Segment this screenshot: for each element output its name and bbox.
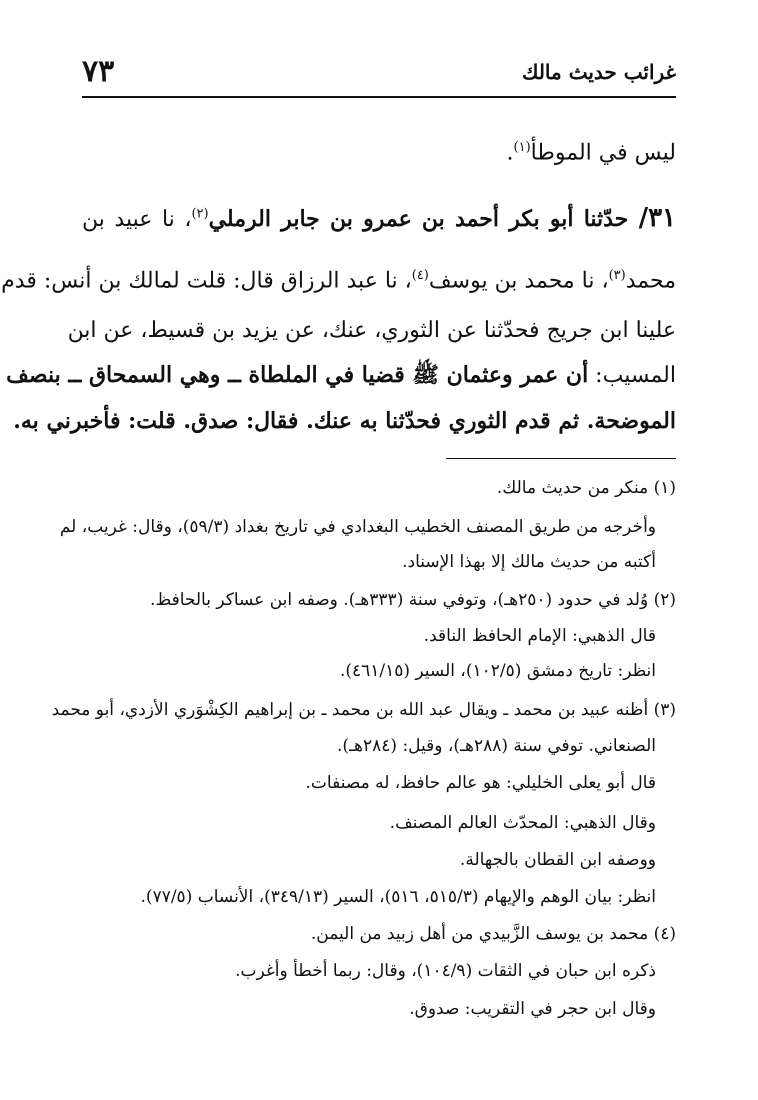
running-title: غرائب حديث مالك (521, 60, 676, 84)
footnote-4-text: ذكره ابن حبان في الثقات (١٠٤/٩)، وقال: ربما أخطأ وأغرب. (235, 961, 656, 981)
isnad-text: ، نا محمد بن يوسف (428, 268, 609, 294)
footnote-2: (٢) وُلد في حدود (٢٥٠هـ)، وتوفي سنة (٣٣٣هـ). وصفه ابن عساكر بالحافظ. (150, 590, 676, 610)
footnote-3: (٣) أظنه عبيد بن محمد ـ ويقال عبد الله بن محمد ـ بن إبراهيم الكِشْوَري الأزدي، أبو محمد (51, 700, 676, 720)
footnote-ref-2[interactable]: (٢) (191, 206, 209, 222)
footnote-3-text: ووصفه ابن القطان بالجهالة. (459, 850, 656, 870)
footnote-3-text: انظر: بيان الوهم والإيهام (٥١٥/٣، ٥١٦)، السير (٣٤٩/١٣)، الأنساب (٧٧/٥). (140, 887, 656, 907)
isnad-text: المسيب: (588, 363, 676, 388)
footnote-1-text: وأخرجه من طريق المصنف الخطيب البغدادي في تاريخ بغداد (٥٩/٣)، وقال: غريب، لم (59, 517, 656, 537)
body-line-6: الموضحة. ثم قدم الثوري فحدّثنا به عنك. فقال: صدق. قلت: فأخبرني به. (13, 408, 676, 434)
footnote-3-text: وقال الذهبي: المحدّث العالم المصنف. (389, 813, 656, 833)
isnad-text: حدّثنا أبو بكر أحمد بن عمرو بن جابر الرملي (208, 206, 639, 232)
footnote-2-text: قال الذهبي: الإمام الحافظ الناقد. (423, 626, 656, 646)
footnote-4: (٤) محمد بن يوسف الزَّبيدي من أهل زبيد من اليمن. (310, 924, 676, 944)
footnote-3-text: قال أبو يعلى الخليلي: هو عالم حافظ، له مصنفات. (305, 773, 656, 793)
footnote-ref-3[interactable]: (٣) (608, 268, 626, 283)
body-text: ليس في الموطأ (530, 140, 676, 166)
matn-text: أن عمر وعثمان ﷺ قضيا في الملطاة ــ وهي السمحاق ــ بنصف (6, 362, 589, 388)
body-text: . (506, 140, 514, 166)
page-number: ٧٣ (82, 54, 115, 89)
body-line-1 (82, 140, 676, 165)
footnote-ref-4[interactable]: (٤) (411, 268, 429, 283)
body-line-3 (1, 268, 676, 294)
footnote-2-text: انظر: تاريخ دمشق (١٠٢/٥)، السير (٤٦١/١٥). (339, 661, 656, 681)
footnote-ref-1[interactable]: (١) (513, 140, 531, 155)
body-line-2 (82, 203, 676, 233)
footnote-separator (446, 458, 676, 459)
running-header (82, 54, 676, 98)
footnote-1: (١) منكر من حديث مالك. (496, 478, 676, 498)
body-line-5 (6, 361, 676, 393)
isnad-text: ، نا عبد الرزاق قال: قلت لمالك بن أنس: قدم (1, 268, 412, 294)
isnad-text: ، نا عبيد بن (82, 207, 192, 232)
footnote-1-text: أكتبه من حديث مالك إلا بهذا الإسناد. (402, 552, 656, 572)
body-line-4: علينا ابن جريج فحدّثنا عن الثوري، عنك، عن يزيد بن قسيط، عن ابن (67, 318, 676, 343)
isnad-text: محمد (625, 268, 676, 294)
hadith-number: ٣١/ (638, 203, 676, 233)
footnote-4-text: وقال ابن حجر في التقريب: صدوق. (409, 999, 656, 1019)
footnote-3-text: الصنعاني. توفي سنة (٢٨٨هـ)، وقيل: (٢٨٤هـ). (337, 736, 656, 756)
